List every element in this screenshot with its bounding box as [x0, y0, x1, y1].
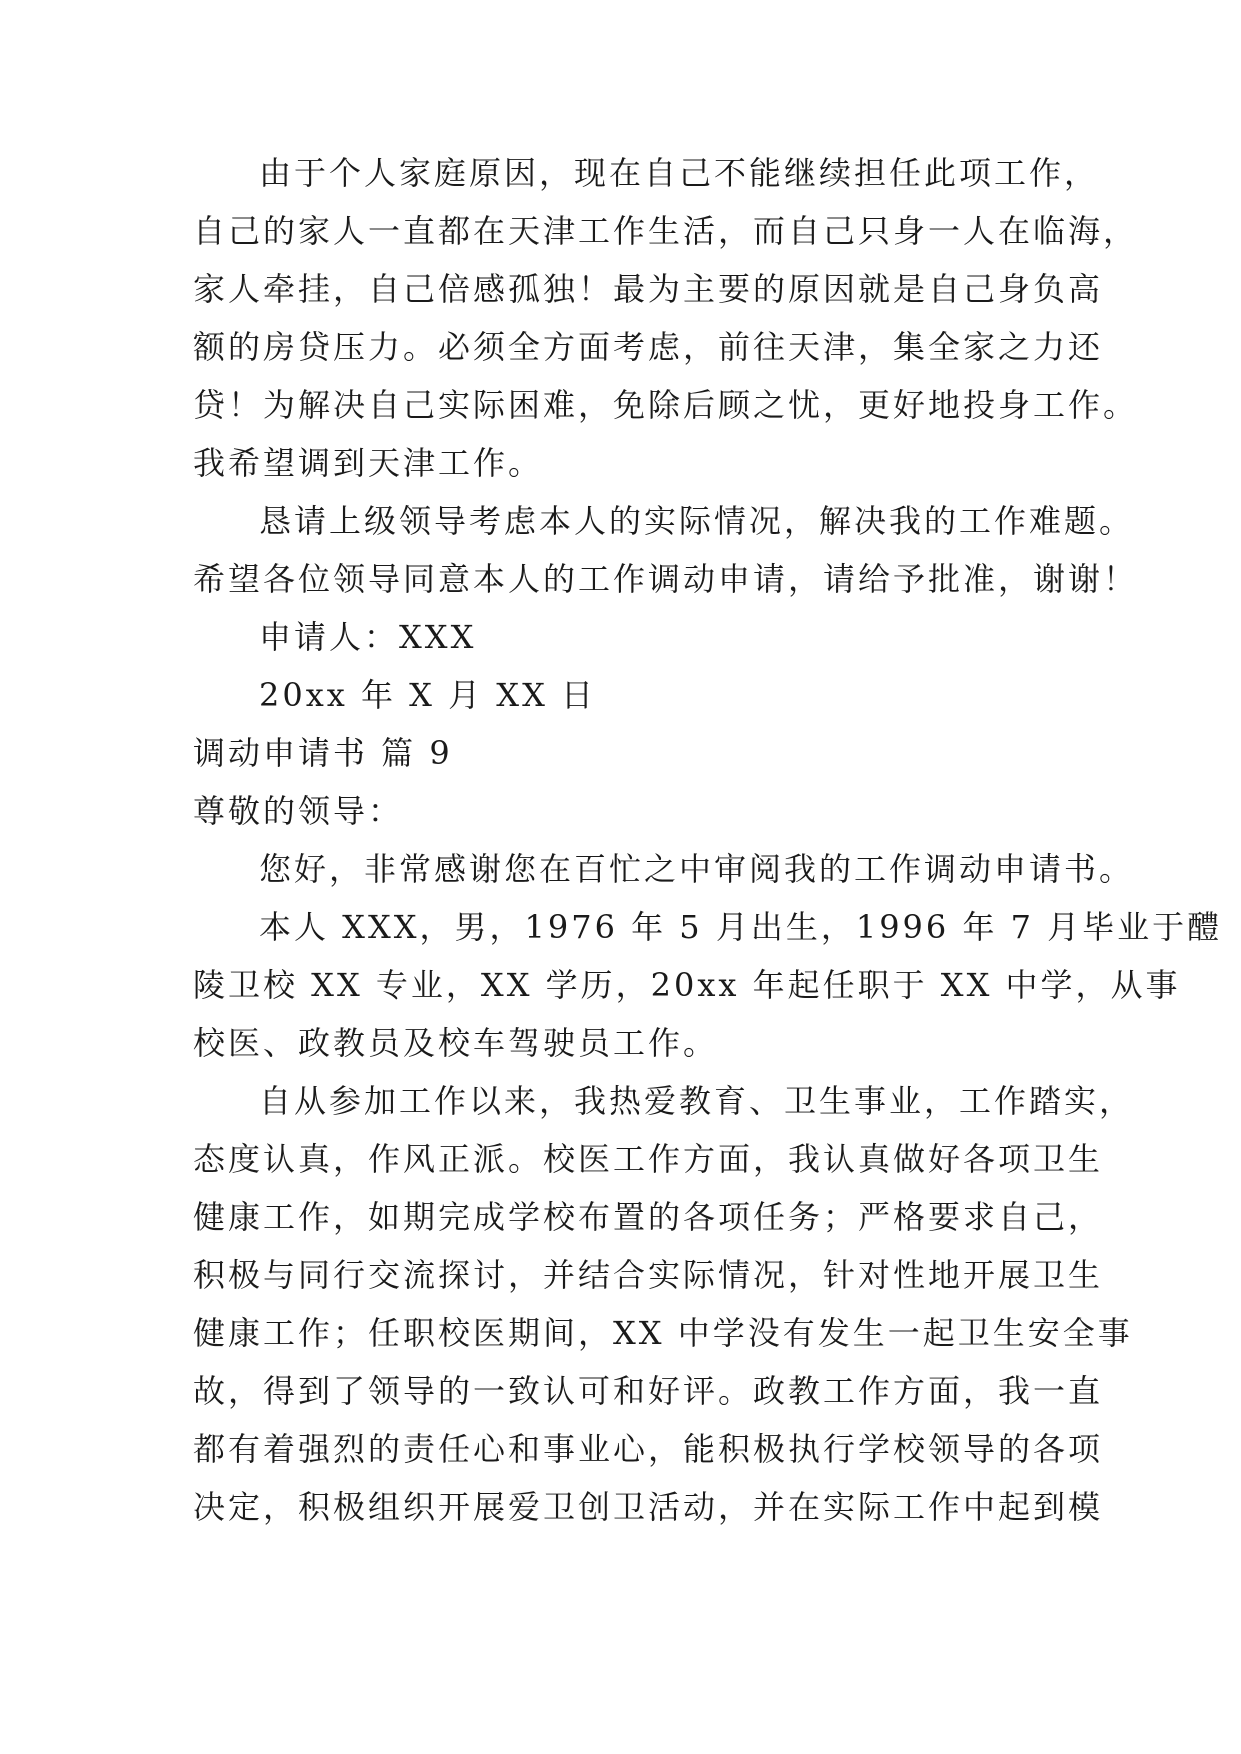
- text-line: 您好，非常感谢您在百忙之中审阅我的工作调动申请书。: [259, 850, 1135, 888]
- text-line: 积极与同行交流探讨，并结合实际情况，针对性地开展卫生: [193, 1256, 1104, 1294]
- text-line: 我希望调到天津工作。: [193, 444, 544, 482]
- section-heading: 调动申请书 篇 9: [193, 734, 453, 772]
- text-line: 自从参加工作以来，我热爱教育、卫生事业，工作踏实，: [259, 1082, 1135, 1120]
- text-line: 故，得到了领导的一致认可和好评。政教工作方面，我一直: [193, 1372, 1104, 1410]
- text-line: 额的房贷压力。必须全方面考虑，前往天津，集全家之力还: [193, 328, 1104, 366]
- applicant-signature: 申请人：XXX: [259, 618, 477, 656]
- text-line: 家人牵挂，自己倍感孤独！最为主要的原因就是自己身负高: [193, 270, 1104, 308]
- text-line: 决定，积极组织开展爱卫创卫活动，并在实际工作中起到模: [193, 1488, 1104, 1526]
- text-line: 由于个人家庭原因，现在自己不能继续担任此项工作，: [259, 154, 1100, 192]
- text-line: 陵卫校 XX 专业，XX 学历，20xx 年起任职于 XX 中学，从事: [193, 966, 1181, 1004]
- text-line: 健康工作，如期完成学校布置的各项任务；严格要求自己，: [193, 1198, 1104, 1236]
- text-line: 恳请上级领导考虑本人的实际情况，解决我的工作难题。: [259, 502, 1135, 540]
- text-line: 态度认真，作风正派。校医工作方面，我认真做好各项卫生: [193, 1140, 1104, 1178]
- signature-date: 20xx 年 X 月 XX 日: [259, 676, 597, 714]
- text-line: 希望各位领导同意本人的工作调动申请，请给予批准，谢谢！: [193, 560, 1139, 598]
- text-line: 贷！为解决自己实际困难，免除后顾之忧，更好地投身工作。: [193, 386, 1139, 424]
- salutation: 尊敬的领导：: [193, 792, 404, 830]
- text-line: 自己的家人一直都在天津工作生活，而自己只身一人在临海，: [193, 212, 1139, 250]
- text-line: 校医、政教员及校车驾驶员工作。: [193, 1024, 719, 1062]
- text-line: 健康工作；任职校医期间，XX 中学没有发生一起卫生安全事: [193, 1314, 1133, 1352]
- text-line: 都有着强烈的责任心和事业心，能积极执行学校领导的各项: [193, 1430, 1104, 1468]
- text-line: 本人 XXX，男，1976 年 5 月出生，1996 年 7 月毕业于醴: [259, 908, 1223, 946]
